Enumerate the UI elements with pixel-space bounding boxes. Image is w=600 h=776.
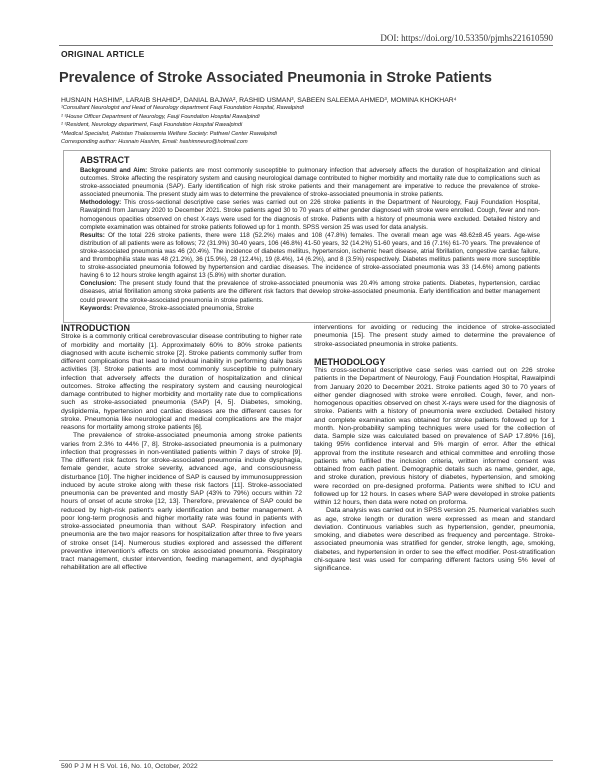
conclusion-text: The present study found that the prevalence of stroke-associated pneumonia was 20.4% among stroke patients. Diabetes, hypertension, cardiac diseases, atrial fibrillation among stroke patients are the different risk factors that develop stroke-associated pneumonia. Early identification and better management could prevent the stroke-associated pneumonia in stroke patients.: [80, 280, 540, 304]
affiliation-3: ² ³Resident, Neurology department, Fauji Foundation Hospital Rawalpindi: [61, 122, 243, 129]
methodology-label: Methodology:: [80, 199, 122, 207]
footer-divider: [59, 760, 553, 761]
abstract-methodology: [80, 199, 540, 231]
abstract-box: [63, 150, 551, 323]
background-label: Background and Aim:: [80, 167, 148, 174]
doi-link[interactable]: DOI: https://doi.org/10.53350/pjmhs221610590: [380, 33, 553, 43]
left-column: [61, 324, 302, 573]
author-list: HUSNAIN HASHIM¹, LARAIB SHAHID², DANIAL BAJWA², RASHID USMAN³, SABEEN SALEEMA AHMED³, MOMINA KHOKHAR⁴: [61, 97, 457, 104]
background-text: Stroke patients are most commonly susceptible to pulmonary infection that adversely affects the duration of hospitalization and clinical outcomes. Stroke affecting the respiratory system and causing neurological damage contributed to higher morbidity and mortality rate due to complications such as stroke-associated pneumonia (SAP). Early identification of high risk stroke patients and their management are imperative to reduce the prevalence of stroke-associated pneumonia. The present study aim was to determine the prevalence of stroke-associated pneumonia in stroke patients.: [80, 167, 540, 199]
affiliations: [61, 104, 555, 147]
affiliation-4: ⁴Medical Specialist, Pakistan Thalassemia Welfare Society: Pathwel Center Rawalpindi: [61, 130, 277, 137]
abstract-heading: ABSTRACT: [80, 155, 130, 165]
results-label: Results:: [80, 231, 105, 239]
affiliation-2: ² ³House Officer Department of Neurology, Fauji Foundation Hospital Rawalpindi: [61, 113, 260, 120]
abstract-background: [80, 167, 540, 199]
abstract-conclusion: [80, 280, 540, 304]
keywords-text: Prevalence, Stroke-associated pneumonia, Stroke: [112, 304, 254, 312]
abstract-results: [80, 232, 540, 281]
conclusion-label: Conclusion:: [80, 280, 117, 288]
article-type: ORIGINAL ARTICLE: [61, 49, 145, 59]
header-divider: [59, 45, 553, 46]
keywords-label: Keywords:: [80, 304, 113, 312]
corresponding-author: Corresponding author: Husnain Hashim, Email: hashimneuro@hotmail.com: [61, 139, 248, 146]
methodology-paragraph-2: Data analysis was carried out in SPSS version 25. Numerical variables such as age, stroke length or duration were expressed as mean and standard deviation. Continuous variables such as hypertension, gender, pneumonia, smoking, and diabetes were described as frequency and percentage. Stroke-associated pneumonia was stratified for gender, stroke length, age, smoking, diabetes, and hypertension in order to see the effect modifier. Post-stratification chi-square test was used for comparing different factors using 5% level of significance.: [314, 507, 555, 572]
paper-title: Prevalence of Stroke Associated Pneumonia in Stroke Patients: [59, 70, 492, 86]
results-text: Of the total 226 stroke patients, there were 118 (52.2%) males and 108 (47.8%) females. The overall mean age was 48.62±8.45 years. Age-wise distribution of all patients were as follows; 72 (31.9%) 30-40 years, 106 (46.8%) 41-50 years, 32 (14.2%) 51-60 years, and 16 (7.1%) 61-70 years. The prevalence of stroke-associated pneumonia was 46 (20.4%). The incidence of diabetes mellitus, hypertension, ischemic heart disease, atrial fibrillation, congestive cardiac failure, and thrombophilia state was 48 (21.2%), 36 (15.9%), 28 (12.4%), 19 (8.4%), 14 (6.2%), and 8 (3.5%) respectively. Diabetes mellitus patients were more susceptible to stroke-associated pneumonia followed by hypertension and cardiac diseases. The incidence of stroke-associated pneumonia was 33 (14.6%) among patients having 6 to 12 hours stroke length against 13 (5.8%) with shorter duration.: [80, 231, 540, 280]
intro-paragraph-3: interventions for avoiding or reducing the incidence of stroke-associated pneumonia [15]. The present study aimed to determine the prevalence of stroke-associated pneumonia in stroke patients.: [314, 324, 555, 348]
methodology-heading: METHODOLOGY: [314, 356, 386, 367]
affiliation-1: ¹Consultant Neurologist and Head of Neurology department Fauji Foundation Hospital, Rawalpindi: [61, 105, 304, 111]
methodology-text: This cross-sectional descriptive case series was carried out on 226 stroke patients in the Department of Neurology, Fauji Foundation Hospital, Rawalpindi from January 2020 to December 2021. Stroke patients aged 30 to 70 years of either gender diagnosed with stroke were enrolled. Cough, fever and non-homogenous opacities observed on chest X-rays were used for the diagnosis of stroke. Patients with a history of pneumonia were excluded. Detailed history and complete examination was obtained for stroke patients followed up for 1 month. SPSS version 25 was used for data analysis.: [80, 199, 540, 231]
right-column: [314, 324, 555, 573]
introduction-heading: INTRODUCTION: [61, 323, 130, 333]
abstract-keywords: [80, 305, 540, 313]
intro-paragraph-1: Stroke is a commonly critical cerebrovascular disease contributing to higher rate of morbidity and mortality [1]. Approximately 60% to 80% stroke patients diagnosed with acute ischemic stroke [2]. Stroke patients commonly suffer from different complications that lead to individual inability in performing daily basis activities [3]. Stroke patients are most commonly susceptible to pulmonary infection that adversely affects the duration of hospitalization and clinical outcomes. Stroke affecting the respiratory system and causing neurological damage contributed to higher morbidity and mortality rate due to complications such as stroke-associated pneumonia (SAP) [4, 5]. Diabetes, smoking, dyslipidemia, hypertension and cardiac diseases are the different causes for stroke. Pneumonia like neurological and medical complications are the major reasons for mortality among stroke patients [6].: [61, 333, 302, 431]
methodology-paragraph-1: This cross-sectional descriptive case series was carried out on 226 stroke patients in the Department of Neurology, Fauji Foundation Hospital, Rawalpindi from January 2020 to December 2021. Stroke patients aged 30 to 70 years of either gender diagnosed with stroke were enrolled. Cough, fever, and non-homogenous opacities observed on chest X-rays were used for the diagnosis of stroke. Patients with a history of pneumonia were excluded. Detailed history and complete examination was obtained for stroke patients followed up for 1 month. Non-probability sampling techniques were used for the collection of data. Sample size was calculated based on prevalence of SAP 17.89% [16], taking 95% confidence interval and 5% margin of error. After the ethical approval from the institute research and ethical committee and enrolling those patients who fulfilled the inclusion criteria, written informed consent was obtained from each patient. Demographic details such as name, gender, age, and stroke duration, previous history of diabetes, hypertension, and smoking were recorded on pre-designed proforma. Patients were shifted to ICU and followed up for 12 hours. In cases where SAP were developed in stroke patients within 12 hours, then data were noted on proforma.: [314, 367, 555, 506]
page-footer: 590 P J M H S Vol. 16, No. 10, October, 2022: [61, 763, 198, 770]
intro-paragraph-2: The prevalence of stroke-associated pneumonia among stroke patients varies from 2.3% to 44% [7, 8]. Stroke-associated pneumonia is a pulmonary infection that progresses in non-ventilated patients within 7 days of stroke [9]. The different risk factors for stroke-associated pneumonia include dysphagia, female gender, acute stroke severity, advanced age, and consciousness disturbance [10]. The higher incidence of SAP is caused by immunosuppression induced by acute stroke along with these risk factors [11]. Stroke-associated pneumonia can be prevented and mostly SAP (43% to 79%) occurs within 72 hours of onset of acute stroke [12, 13]. Therefore, prevalence of SAP could be reduced by high-risk patient's early identification and better management. A poor long-term prognosis and higher mortality rate was found in patients with stroke-associated pneumonia than without SAP. Respiratory infection and pneumonia are the two major reasons for hospitalization after three to five years of stroke onset [14]. Numerous studies explored and assessed the different preventive intervention's effects on stroke associated pneumonia. Respiratory tract management, cluster intervention, feeding management, and dysphagia rehabilitation are all effective: [61, 432, 302, 572]
